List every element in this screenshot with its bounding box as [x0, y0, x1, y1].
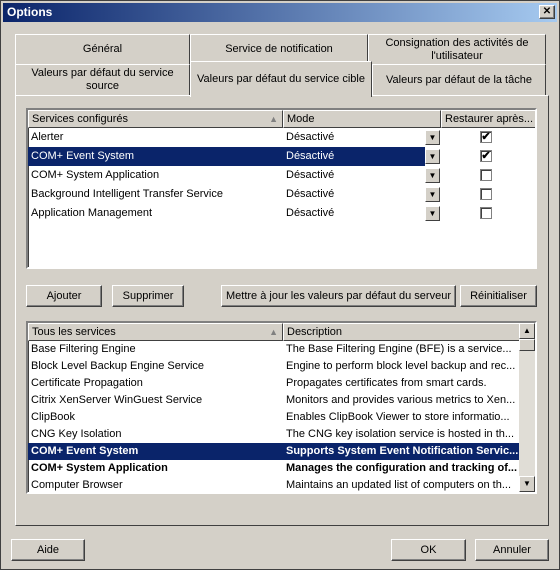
service-row[interactable]	[28, 375, 519, 392]
service-name: COM+ Event System	[28, 443, 283, 460]
tab-label: Valeurs par défaut du service cible	[197, 73, 365, 85]
scroll-thumb[interactable]	[519, 339, 535, 351]
column-header-all-services[interactable]	[28, 323, 283, 341]
service-row[interactable]	[28, 358, 519, 375]
service-name: Citrix XenServer WinGuest Service	[31, 394, 203, 406]
tab-panel	[15, 95, 549, 526]
mode-value[interactable]: Désactivé	[286, 131, 335, 143]
tab-label: Général	[82, 43, 123, 55]
scroll-down-icon[interactable]: ▼	[519, 476, 535, 492]
column-label: Restaurer après...	[445, 113, 534, 125]
service-name: Computer Browser	[31, 479, 123, 491]
chevron-down-icon[interactable]: ▼	[425, 168, 440, 183]
column-label: Description	[287, 326, 343, 338]
column-label: Mode	[287, 113, 315, 125]
service-name: Background Intelligent Transfer Service	[31, 188, 223, 200]
service-name: COM+ System Application	[31, 169, 160, 181]
service-description: Enables ClipBook Viewer to store informatio...	[286, 411, 510, 423]
close-icon[interactable]: ✕	[539, 5, 555, 19]
column-header-description[interactable]	[283, 323, 521, 341]
reset-button[interactable]: Réinitialiser	[460, 285, 537, 307]
column-label: Services configurés	[32, 113, 128, 125]
tab-task-defaults[interactable]	[372, 64, 546, 95]
configured-service-row[interactable]	[28, 147, 537, 166]
configured-services-list[interactable]	[26, 108, 537, 269]
add-button[interactable]: Ajouter	[26, 285, 102, 307]
service-description: Monitors and provides various metrics to Xen...	[286, 394, 516, 406]
service-name: Block Level Backup Engine Service	[31, 360, 205, 372]
service-name: Base Filtering Engine	[31, 343, 136, 355]
column-header-configured-services[interactable]	[28, 110, 283, 128]
title-bar[interactable]	[3, 3, 557, 22]
configured-service-row[interactable]	[28, 204, 537, 223]
sort-icon: ▲	[269, 114, 278, 124]
service-row[interactable]	[28, 460, 519, 477]
service-row[interactable]	[28, 477, 519, 494]
restore-checkbox[interactable]: ✔	[481, 150, 491, 162]
vertical-scrollbar[interactable]	[519, 323, 535, 492]
service-name: ClipBook	[31, 411, 76, 423]
service-description: Engine to perform block level backup and rec...	[286, 360, 516, 372]
service-row[interactable]	[28, 443, 519, 460]
tab-label: Consignation des activités de l'utilisateur	[385, 36, 529, 62]
restore-checkbox[interactable]: ✔	[481, 131, 491, 143]
chevron-down-icon[interactable]: ▼	[425, 149, 440, 164]
restore-checkbox[interactable]	[480, 188, 492, 200]
service-name: COM+ System Application	[31, 462, 168, 474]
remove-button[interactable]: Supprimer	[112, 285, 184, 307]
window-title: Options	[7, 5, 53, 19]
service-row[interactable]	[28, 409, 519, 426]
column-header-mode[interactable]	[283, 110, 441, 128]
service-name: COM+ Event System	[28, 147, 283, 166]
service-description: Maintains an updated list of computers on th...	[286, 479, 512, 491]
mode-value[interactable]: Désactivé	[286, 188, 335, 200]
update-server-defaults-button[interactable]: Mettre à jour les valeurs par défaut du serveur	[221, 285, 456, 307]
mode-value[interactable]: Désactivé	[286, 207, 335, 219]
tab-source-service-defaults[interactable]	[15, 64, 190, 95]
mode-value[interactable]: Désactivé	[283, 147, 425, 166]
column-header-restore[interactable]	[441, 110, 537, 128]
tab-general[interactable]	[15, 34, 190, 64]
service-name: CNG Key Isolation	[31, 428, 122, 440]
chevron-down-icon[interactable]: ▼	[425, 130, 440, 145]
service-description: Supports System Event Notification Servic...	[283, 443, 519, 460]
column-label: Tous les services	[32, 326, 116, 338]
configured-service-row[interactable]	[28, 128, 537, 147]
service-row[interactable]	[28, 426, 519, 443]
ok-button[interactable]: OK	[391, 539, 466, 561]
service-name: Alerter	[31, 131, 64, 143]
service-description: Propagates certificates from smart cards.	[286, 377, 487, 389]
service-row[interactable]	[28, 392, 519, 409]
mode-value[interactable]: Désactivé	[286, 169, 335, 181]
service-description: The Base Filtering Engine (BFE) is a service...	[286, 343, 512, 355]
restore-checkbox[interactable]	[480, 169, 492, 181]
scroll-up-icon[interactable]: ▲	[519, 323, 535, 339]
service-description: Manages the configuration and tracking of...	[286, 462, 518, 474]
all-services-list[interactable]	[26, 321, 537, 494]
chevron-down-icon[interactable]: ▼	[425, 187, 440, 202]
configured-service-row[interactable]	[28, 166, 537, 185]
tab-label: Valeurs par défaut du service source	[31, 67, 174, 92]
service-row[interactable]	[28, 341, 519, 358]
tab-notification-service[interactable]	[190, 34, 368, 64]
restore-checkbox[interactable]	[480, 207, 492, 219]
service-name: Certificate Propagation	[31, 377, 143, 389]
help-button[interactable]: Aide	[11, 539, 85, 561]
sort-icon: ▲	[269, 327, 278, 337]
configured-service-row[interactable]	[28, 185, 537, 204]
tab-target-service-defaults[interactable]	[190, 61, 372, 97]
tab-user-activity-logging[interactable]	[368, 34, 546, 64]
chevron-down-icon[interactable]: ▼	[425, 206, 440, 221]
tab-label: Service de notification	[225, 43, 333, 55]
service-description: The CNG key isolation service is hosted in th...	[286, 428, 515, 440]
service-name: Application Management	[31, 207, 153, 219]
cancel-button[interactable]: Annuler	[475, 539, 549, 561]
tab-label: Valeurs par défaut de la tâche	[386, 73, 532, 86]
